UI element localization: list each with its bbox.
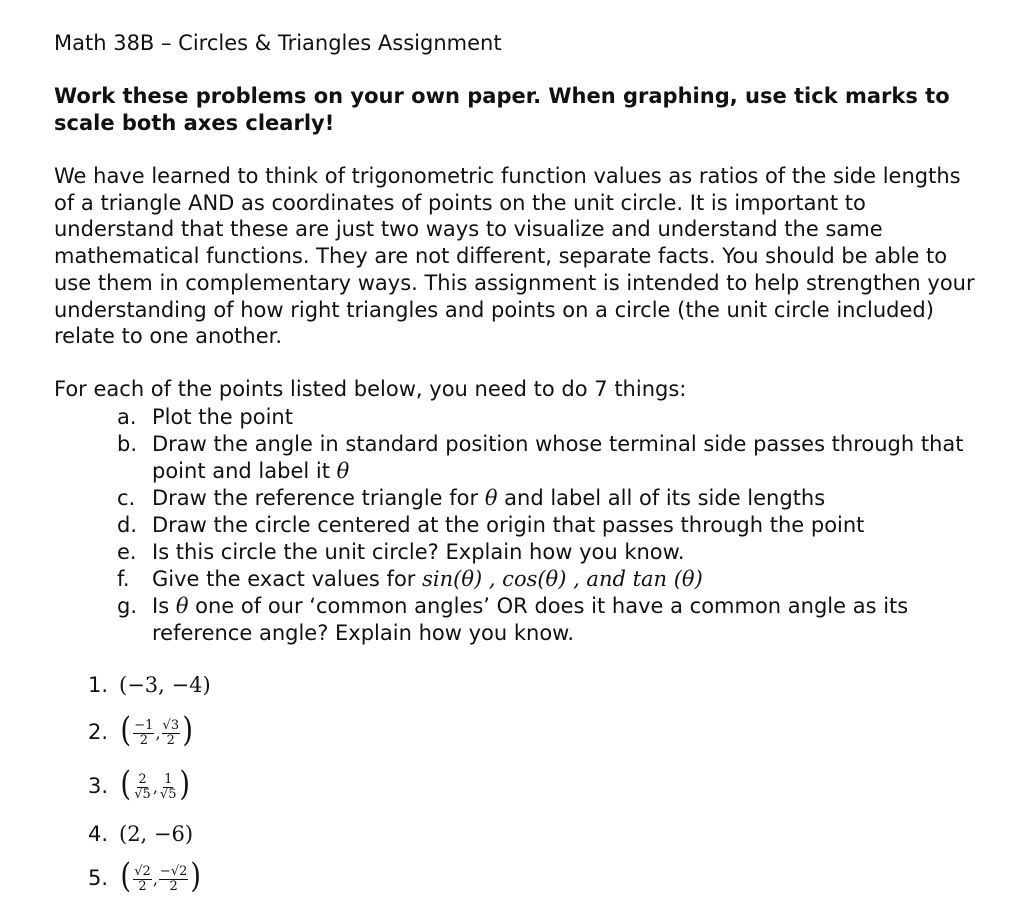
instructions: Work these problems on your own paper. When graphing, use tick marks to scale both axes clearly!: [54, 84, 950, 135]
intro-paragraph: We have learned to think of trigonometric function values as ratios of the side lengths of a triangle AND as coordinates of points on the unit circle. It is important to understand that these are just two ways to visualize and understand the same mathematical functions. They are not different, separate facts. You should be able to use them in complementary ways. This assignment is intended to help strengthen your understanding of how right triangles and points on a circle (the unit circle included) relate to one another.: [54, 164, 975, 349]
point-number: 4.: [88, 822, 109, 846]
point-item: [88, 822, 193, 846]
fraction-x: $\frac{√2}{2}$: [134, 863, 151, 894]
page-title: Math 38B – Circles & Triangles Assignment: [54, 31, 502, 55]
task-text: Draw the reference triangle for: [152, 486, 485, 510]
task-text: Is: [152, 594, 176, 618]
point-item: 2. ( $\frac{-1}{2}$ , $\frac{√3}{2}$ ): [88, 710, 194, 750]
task-text: Draw the angle in standard position whose terminal side passes through that point and label it: [152, 432, 964, 483]
task-item: [117, 539, 977, 566]
task-text: Draw the circle centered at the origin that passes through the point: [152, 513, 865, 537]
task-marker: e.: [117, 540, 137, 564]
task-item: [117, 566, 977, 593]
task-marker: c.: [117, 486, 136, 510]
task-item: [117, 485, 977, 512]
point-number: 2.: [88, 720, 109, 744]
fraction-y: $\frac{√3}{2}$: [162, 717, 180, 748]
task-marker: b.: [117, 432, 138, 456]
tasks-lead: For each of the points listed below, you need to do 7 things:: [54, 377, 687, 401]
theta-symbol: θ: [484, 486, 498, 510]
point-item: [88, 673, 211, 697]
task-marker: a.: [117, 405, 137, 429]
task-text-after: and label all of its side lengths: [497, 486, 826, 510]
task-text-after: one of our ‘common angles’ OR does it have a common angle as its reference angle? Explain how you know.: [152, 594, 909, 645]
task-marker: d.: [117, 513, 138, 537]
task-marker: f.: [117, 567, 130, 591]
point-number: 5.: [88, 866, 109, 890]
point-number: 1.: [88, 673, 109, 697]
task-item: [117, 512, 977, 539]
task-list: [117, 404, 977, 647]
task-text: Give the exact values for: [152, 567, 423, 591]
point-number: 3.: [88, 774, 109, 798]
theta-symbol: θ: [336, 459, 350, 483]
task-marker: g.: [117, 594, 138, 618]
point-item: 3. ( $\frac{2}{√5}$ , $\frac{1}{√5}$ ): [88, 764, 191, 804]
task-item: [117, 593, 977, 647]
task-item: [117, 404, 977, 431]
point-coordinate: (2, −6): [119, 822, 194, 846]
fraction-y: $\frac{1}{√5}$: [159, 771, 177, 802]
task-item: [117, 431, 977, 485]
fraction-y: $\frac{-√2}{2}$: [159, 863, 188, 894]
task-text: Plot the point: [152, 405, 293, 429]
trig-expression: sin(θ) , cos(θ) , and tan (θ): [422, 567, 703, 591]
fraction-x: $\frac{2}{√5}$: [134, 771, 151, 802]
theta-symbol: θ: [175, 594, 189, 618]
point-item: 5. ( $\frac{√2}{2}$ , $\frac{-√2}{2}$ ): [88, 856, 202, 896]
fraction-x: $\frac{-1}{2}$: [134, 717, 154, 748]
point-coordinate: (−3, −4): [119, 673, 211, 697]
task-text: Is this circle the unit circle? Explain how you know.: [152, 540, 685, 564]
